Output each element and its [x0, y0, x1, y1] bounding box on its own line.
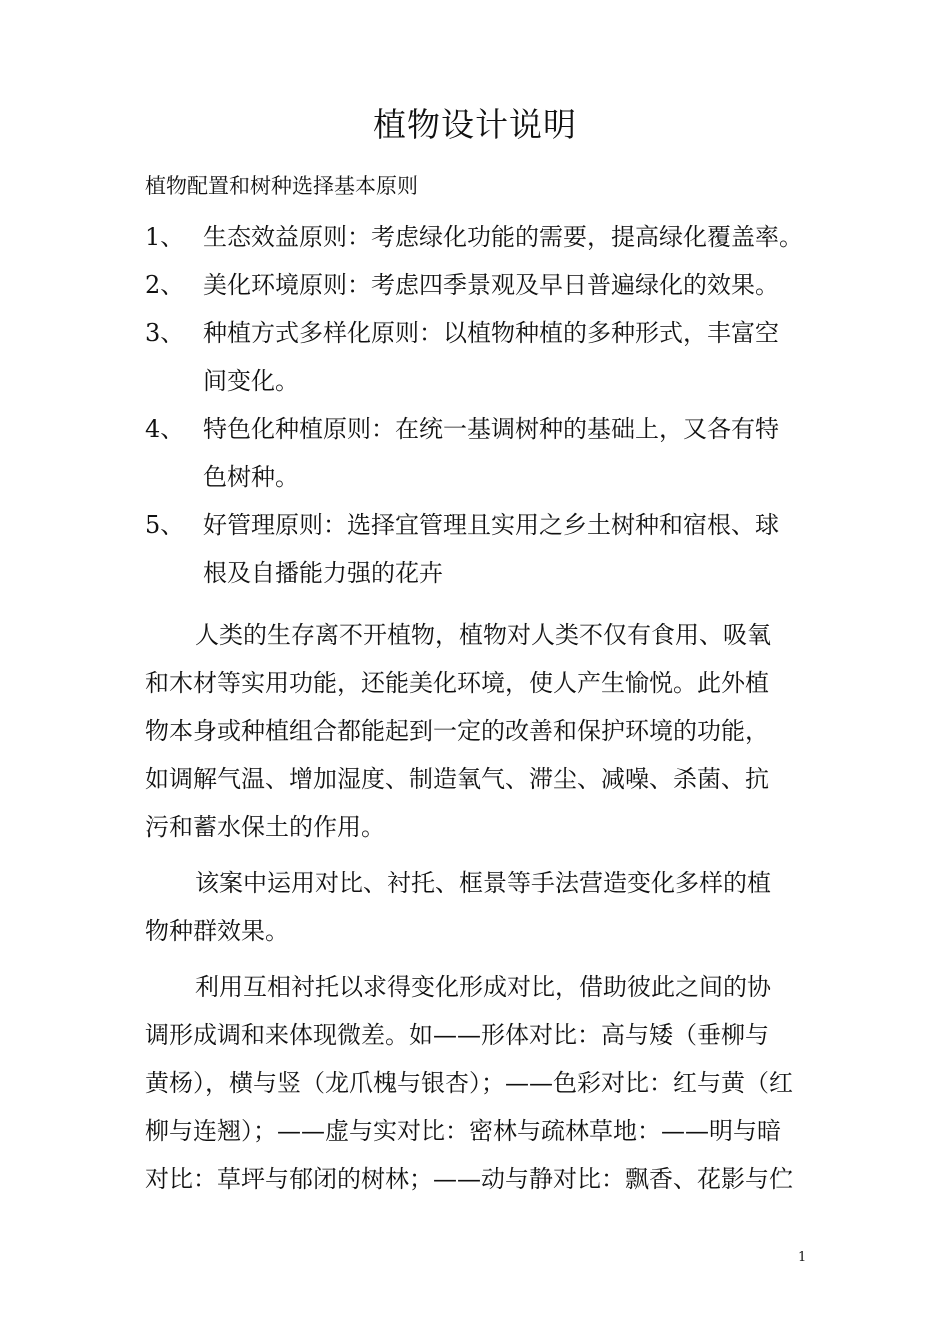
section-subtitle: 植物配置和树种选择基本原则: [145, 174, 418, 198]
text-line: 调形成调和来体现微差。如——形体对比：高与矮（垂柳与: [145, 1021, 769, 1049]
text-line: 柳与连翘）；——虚与实对比：密林与疏林草地：——明与暗: [145, 1117, 781, 1145]
list-item-text: 根及自播能力强的花卉: [203, 559, 443, 587]
list-item: [145, 405, 815, 501]
text-line: 如调解气温、增加湿度、制造氧气、滞尘、减噪、杀菌、抗: [145, 765, 769, 793]
list-item: [145, 309, 815, 405]
list-item: [145, 501, 815, 597]
text-line: 和木材等实用功能，还能美化环境，使人产生愉悦。此外植: [145, 669, 769, 697]
list-item-number: 2、: [145, 271, 185, 299]
list-item-number: 5、: [145, 511, 185, 539]
list-item: [145, 213, 815, 261]
text-line: 利用互相衬托以求得变化形成对比，借助彼此之间的协: [195, 973, 771, 1001]
text-line: 物种群效果。: [145, 917, 289, 945]
list-item-number: 4、: [145, 415, 185, 443]
text-line: 该案中运用对比、衬托、框景等手法营造变化多样的植: [195, 869, 771, 897]
paragraph: [145, 859, 815, 955]
list-item-number: 3、: [145, 319, 185, 347]
text-line: 污和蓄水保土的作用。: [145, 813, 385, 841]
list-item-text: 间变化。: [203, 367, 299, 395]
text-line: 对比：草坪与郁闭的树林；——动与静对比：飘香、花影与伫: [145, 1165, 793, 1193]
text-line: 物本身或种植组合都能起到一定的改善和保护环境的功能，: [145, 717, 769, 745]
list-item-text: 种植方式多样化原则：以植物种植的多种形式，丰富空: [203, 319, 779, 347]
list-item-text: 色树种。: [203, 463, 299, 491]
list-item-number: 1、: [145, 223, 185, 251]
list-item-text: 美化环境原则：考虑四季景观及早日普遍绿化的效果。: [203, 271, 779, 299]
body-text: [145, 611, 815, 1211]
list-item-text: 特色化种植原则：在统一基调树种的基础上，又各有特: [203, 415, 779, 443]
list-item: [145, 261, 815, 309]
list-item-text: 好管理原则：选择宜管理且实用之乡土树种和宿根、球: [203, 511, 779, 539]
text-line: 人类的生存离不开植物，植物对人类不仅有食用、吸氧: [195, 621, 771, 649]
text-line: 黄杨），横与竖（龙爪槐与银杏）；——色彩对比：红与黄（红: [145, 1069, 793, 1097]
document-title: 植物设计说明: [373, 105, 577, 144]
principles-list: [145, 213, 815, 597]
paragraph: [145, 963, 815, 1203]
page-number: 1: [798, 1250, 807, 1265]
list-item-text: 生态效益原则：考虑绿化功能的需要，提高绿化覆盖率。: [203, 223, 803, 251]
paragraph: [145, 611, 815, 851]
